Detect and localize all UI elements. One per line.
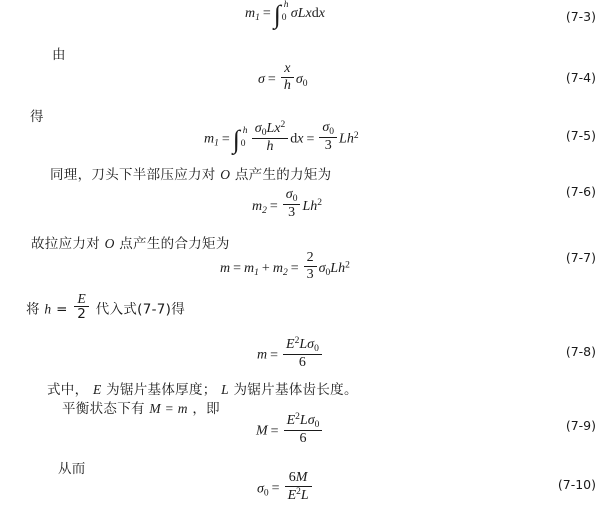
symbol-O: O: [220, 167, 231, 182]
equation-tag-7-8: (7-8): [565, 344, 596, 359]
subscript-0: 0: [314, 419, 320, 430]
symbol-m: m: [220, 261, 231, 277]
paragraph-gula-part1: 故拉应力对: [31, 236, 100, 252]
symbol-sigma: σ: [257, 481, 264, 497]
paragraph-shizhong-part3: 为锯片基体齿长度。: [233, 382, 358, 398]
exponent-2: 2: [353, 130, 359, 141]
equals-sign-2: =: [290, 261, 299, 277]
symbol-m1: m: [244, 261, 255, 277]
fraction-denominator: 6: [283, 354, 322, 371]
paragraph-jiang: [26, 290, 186, 325]
fraction-E2Lsigma0-over-6: [284, 412, 323, 447]
fraction-denominator: 3: [283, 204, 301, 221]
paragraph-gula: [31, 232, 230, 252]
integral-lower-limit: 0: [281, 13, 287, 24]
symbol-x2: x: [318, 6, 325, 21]
paragraph-tongli-part1: 同理，刀头下半部压应力对: [50, 167, 216, 183]
integral-upper-limit: h: [283, 0, 289, 10]
equals-sign: =: [267, 72, 276, 88]
equation-tag-7-3: (7-3): [565, 9, 596, 24]
fraction-2-over-3: [304, 251, 317, 283]
symbol-L: L: [330, 261, 339, 277]
equation-tag-7-6: (7-6): [565, 184, 596, 199]
paragraph-shizhong-part2: 为锯片基体厚度；: [106, 382, 217, 398]
symbol-E: E: [286, 412, 296, 428]
equation-7-9: [256, 411, 324, 449]
symbol-L: L: [299, 412, 308, 428]
fraction-sigma0Lx2-over-h: [252, 120, 288, 155]
exponent-2: 2: [280, 119, 286, 130]
equals-sign: =: [221, 131, 230, 147]
symbol-M: M: [295, 469, 308, 485]
exponent-2: 2: [345, 260, 350, 271]
paragraph-jiang-part1: 将: [26, 301, 40, 318]
fraction-denominator: h: [252, 138, 288, 155]
symbol-L: L: [266, 120, 275, 136]
fraction-numerator: E: [77, 290, 86, 306]
symbol-L: L: [299, 336, 308, 352]
symbol-E: E: [93, 382, 102, 397]
exponent-2: 2: [296, 486, 301, 497]
subscript-1: 1: [254, 268, 259, 279]
symbol-sigma: σ: [290, 6, 298, 21]
symbol-x2: x: [297, 131, 304, 147]
equation-7-3: [245, 0, 325, 29]
subscript-0: 0: [261, 127, 267, 138]
symbol-E: E: [286, 336, 295, 352]
paragraph-pingheng: [62, 397, 220, 417]
exponent-2: 2: [317, 198, 323, 209]
equals-sign: =: [56, 301, 68, 318]
symbol-m: m: [204, 131, 215, 147]
symbol-L: L: [339, 131, 347, 147]
symbol-h: h: [44, 301, 52, 317]
equation-7-6: [252, 186, 323, 223]
fraction-numerator: 2: [306, 249, 314, 265]
symbol-L: L: [297, 6, 306, 21]
fraction-numerator: [252, 120, 288, 138]
symbol-sigma0: σ: [295, 72, 303, 88]
paragraph-jiang-part2: 代入式(7-7)得: [95, 301, 186, 318]
paragraph-pingheng-part2: ，即: [192, 401, 220, 417]
subscript-0: 0: [292, 193, 298, 204]
symbol-sigma: σ: [318, 261, 326, 277]
paragraph-pingheng-part1: 平衡状态下有: [62, 401, 145, 417]
subscript-0: 0: [263, 488, 269, 499]
fraction-6M-over-E2L: [285, 471, 312, 504]
equals-sign: =: [270, 423, 279, 439]
fraction-numerator: [284, 412, 323, 430]
fraction-E2Lsigma0-over-6: [283, 336, 322, 371]
integral-upper-limit: h: [242, 125, 248, 136]
equation-tag-7-7: (7-7): [565, 250, 596, 265]
symbol-h: h: [346, 131, 354, 147]
paragraph-de: 得: [30, 109, 44, 125]
equation-tag-7-4: (7-4): [565, 70, 596, 85]
plus-sign: +: [261, 261, 270, 277]
symbol-M: M: [256, 423, 268, 439]
paragraph-tongli-part2: 点产生的力矩为: [234, 167, 332, 183]
equation-7-8: [257, 335, 324, 373]
equation-tag-7-9: (7-9): [565, 418, 596, 433]
symbol-E: E: [287, 487, 297, 503]
symbol-m: m: [257, 347, 268, 363]
equation-7-5: [204, 119, 359, 157]
symbol-O: O: [104, 236, 115, 251]
symbol-L: L: [300, 487, 309, 503]
subscript-2: 2: [262, 205, 267, 216]
equation-tag-7-10: (7-10): [557, 477, 596, 492]
fraction-numerator: x: [284, 60, 291, 76]
fraction-E-over-2: [74, 292, 89, 323]
equation-tag-7-5: (7-5): [565, 128, 596, 143]
subscript-0: 0: [302, 79, 308, 90]
equals-sign: =: [262, 6, 271, 21]
fraction-sigma0-over-3: [283, 188, 301, 221]
paragraph-you: 由: [52, 47, 66, 63]
exponent-2: 2: [295, 411, 300, 422]
subscript-0: 0: [329, 126, 335, 137]
symbol-sigma: σ: [307, 412, 315, 428]
symbol-sigma: σ: [258, 72, 265, 88]
subscript-0: 0: [325, 268, 331, 279]
fraction-x-over-h: [281, 62, 294, 94]
symbol-L: L: [302, 198, 311, 214]
fraction-denominator: 2: [74, 306, 89, 323]
equals-sign: =: [270, 347, 279, 363]
fraction-numerator: [285, 471, 312, 486]
fraction-numerator: [319, 121, 337, 137]
symbol-L: L: [221, 382, 229, 397]
paragraph-gula-part2: 点产生的合力矩为: [119, 236, 230, 252]
symbol-h: h: [310, 198, 318, 214]
symbol-sigma: σ: [254, 120, 262, 136]
equals-sign: =: [269, 198, 278, 214]
integral-icon: ∫ h 0: [232, 125, 248, 155]
equals-sign: =: [271, 481, 280, 497]
paragraph-shizhong-part1: 式中，: [47, 382, 89, 398]
fraction-numerator: [283, 188, 301, 204]
paragraph-shizhong: [47, 378, 358, 398]
integral-lower-limit: 0: [240, 138, 246, 149]
symbol-m: m: [252, 198, 263, 214]
equation-7-4: [258, 60, 308, 96]
symbol-sigma: σ: [322, 119, 330, 135]
differential-d: d: [311, 6, 319, 21]
fraction-denominator: 3: [304, 266, 317, 283]
symbol-m2: m: [272, 261, 283, 277]
equation-7-7: [220, 249, 350, 285]
fraction-numerator: [283, 336, 322, 354]
fraction-sigma0-over-3: [319, 121, 337, 154]
subscript-1: 1: [255, 13, 260, 24]
differential-d: d: [290, 131, 298, 147]
symbol-M-equals-m: M = m: [149, 401, 188, 416]
symbol-m: m: [245, 6, 256, 21]
exponent-2: 2: [294, 335, 300, 346]
fraction-denominator: 3: [319, 137, 337, 154]
symbol-h: h: [338, 261, 346, 277]
symbol-sigma: σ: [285, 186, 293, 202]
fraction-denominator: 6: [284, 430, 323, 447]
symbol-sigma: σ: [307, 336, 315, 352]
subscript-2: 2: [282, 268, 288, 279]
paragraph-tongli: [50, 163, 331, 183]
fraction-denominator: h: [281, 77, 294, 94]
symbol-x: x: [274, 120, 281, 136]
integral-icon: ∫ h 0: [273, 0, 289, 29]
subscript-0: 0: [314, 343, 319, 354]
subscript-1: 1: [214, 138, 219, 149]
symbol-x: x: [305, 6, 312, 21]
equals-sign: =: [233, 261, 242, 277]
equals-sign-2: =: [306, 131, 315, 147]
number-6: 6: [288, 469, 296, 485]
paragraph-conger: 从而: [58, 461, 86, 477]
